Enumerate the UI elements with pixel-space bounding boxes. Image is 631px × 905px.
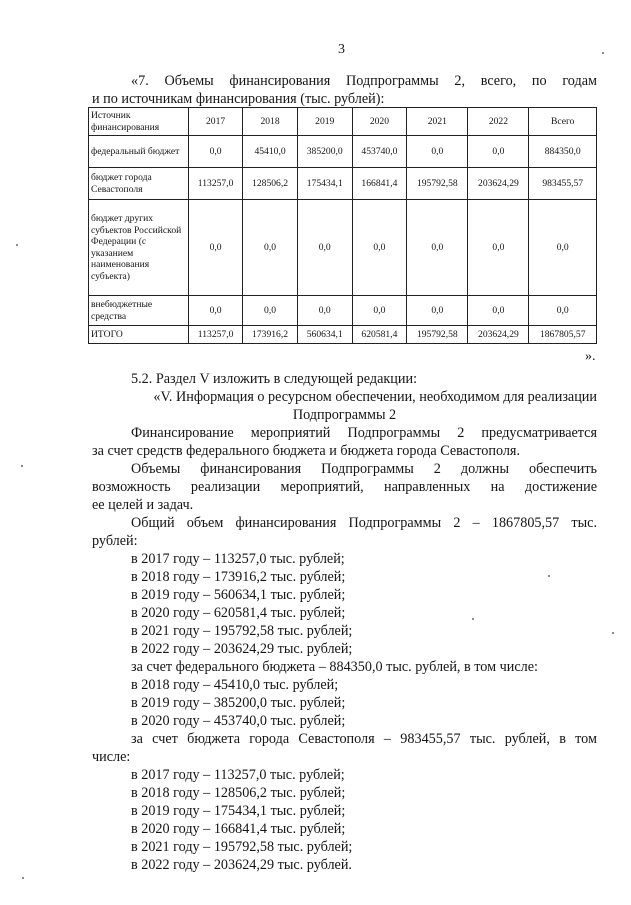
table-cell: 0,0 <box>297 200 352 296</box>
table-cell: 0,0 <box>243 296 298 326</box>
list-item: в 2017 году – 113257,0 тыс. рублей; <box>131 767 345 783</box>
financing-table-body <box>89 108 597 344</box>
intro-line-1: «7. Объемы финансирования Подпрограммы 2, всего, по годам <box>131 73 597 89</box>
table-header-cell: 2018 <box>243 108 298 136</box>
list-item: в 2019 году – 560634,1 тыс. рублей; <box>131 587 346 603</box>
list-item: в 2017 году – 113257,0 тыс. рублей; <box>131 551 345 567</box>
list-item: в 2018 году – 128506,2 тыс. рублей; <box>131 785 346 801</box>
table-row-label: ИТОГО <box>89 326 189 344</box>
table-cell: 195792,58 <box>407 326 468 344</box>
table-cell: 1867805,57 <box>529 326 597 344</box>
para-volumes-line-2: возможность реализации мероприятий, направленных на достижение <box>92 479 597 495</box>
table-cell: 0,0 <box>243 200 298 296</box>
para-total-line-1: Общий объем финансирования Подпрограммы 2 – 1867805,57 тыс. <box>131 515 597 531</box>
federal-by-year-list <box>131 676 345 730</box>
table-cell: 884350,0 <box>529 136 597 168</box>
table-row-label: бюджет других субъектов Российской Федерации (с указанием наименования субъекта) <box>89 200 189 296</box>
city-intro-line-1: за счет бюджета города Севастополя – 983455,57 тыс. рублей, в том <box>131 731 597 747</box>
table-cell: 128506,2 <box>243 168 298 200</box>
table-cell: 385200,0 <box>297 136 352 168</box>
table-header-cell: 2019 <box>297 108 352 136</box>
federal-intro: за счет федерального бюджета – 884350,0 тыс. рублей, в том числе: <box>131 659 538 675</box>
list-item: в 2020 году – 620581,4 тыс. рублей; <box>131 605 346 621</box>
table-cell: 620581,4 <box>352 326 407 344</box>
table-cell: 166841,4 <box>352 168 407 200</box>
list-item: в 2021 году – 195792,58 тыс. рублей; <box>131 839 353 855</box>
para-volumes-line-1: Объемы финансирования Подпрограммы 2 должны обеспечить <box>131 461 597 477</box>
table-row <box>89 296 597 326</box>
table-cell: 175434,1 <box>297 168 352 200</box>
table-cell: 203624,29 <box>468 168 529 200</box>
table-row <box>89 200 597 296</box>
table-cell: 0,0 <box>407 200 468 296</box>
para-financing-line-1: Финансирование мероприятий Подпрограммы 2 предусматривается <box>131 425 597 441</box>
intro-line-2: и по источникам финансирования (тыс. рублей): <box>92 91 385 107</box>
section-heading-line-2: Подпрограммы 2 <box>292 407 397 423</box>
para-financing-line-2: за счет средств федерального бюджета и бюджета города Севастополя. <box>92 443 521 459</box>
table-header-cell: 2022 <box>468 108 529 136</box>
table-cell: 983455,57 <box>529 168 597 200</box>
closing-quote: ». <box>585 349 596 364</box>
page-number: 3 <box>338 42 345 57</box>
table-header-row <box>89 108 597 136</box>
para-total-line-2: рублей: <box>92 533 138 549</box>
table-cell: 0,0 <box>468 136 529 168</box>
scan-speck <box>548 575 550 577</box>
table-row-label: внебюджетные средства <box>89 296 189 326</box>
table-row <box>89 326 597 344</box>
table-header-cell: Всего <box>529 108 597 136</box>
city-intro-line-2: числе: <box>92 749 131 765</box>
list-item: в 2018 году – 45410,0 тыс. рублей; <box>131 677 339 693</box>
scan-speck <box>602 52 604 54</box>
table-header-cell: 2021 <box>407 108 468 136</box>
table-header-cell: 2017 <box>189 108 243 136</box>
table-row <box>89 136 597 168</box>
table-header-cell: Источник финансирования <box>89 108 189 136</box>
table-cell: 0,0 <box>468 296 529 326</box>
list-item: в 2018 году – 173916,2 тыс. рублей; <box>131 569 346 585</box>
table-cell: 113257,0 <box>189 326 243 344</box>
table-cell: 113257,0 <box>189 168 243 200</box>
table-cell: 0,0 <box>189 296 243 326</box>
list-item: в 2022 году – 203624,29 тыс. рублей. <box>131 857 352 873</box>
table-cell: 453740,0 <box>352 136 407 168</box>
scan-speck <box>16 244 18 246</box>
city-by-year-list <box>131 766 352 874</box>
scan-speck <box>22 877 24 879</box>
table-cell: 173916,2 <box>243 326 298 344</box>
table-cell: 0,0 <box>407 296 468 326</box>
table-cell: 0,0 <box>189 200 243 296</box>
table-header-cell: 2020 <box>352 108 407 136</box>
table-cell: 0,0 <box>352 296 407 326</box>
table-cell: 0,0 <box>189 136 243 168</box>
section-heading-line-1: «V. Информация о ресурсном обеспечении, необходимом для реализации <box>153 389 597 405</box>
section-note: 5.2. Раздел V изложить в следующей редакции: <box>131 371 418 387</box>
table-cell: 203624,29 <box>468 326 529 344</box>
list-item: в 2020 году – 166841,4 тыс. рублей; <box>131 821 346 837</box>
table-cell: 560634,1 <box>297 326 352 344</box>
list-item: в 2022 году – 203624,29 тыс. рублей; <box>131 641 353 657</box>
scan-speck <box>472 618 474 620</box>
table-cell: 195792,58 <box>407 168 468 200</box>
table-cell: 45410,0 <box>243 136 298 168</box>
list-item: в 2021 году – 195792,58 тыс. рублей; <box>131 623 353 639</box>
table-cell: 0,0 <box>468 200 529 296</box>
table-row <box>89 168 597 200</box>
list-item: в 2019 году – 175434,1 тыс. рублей; <box>131 803 346 819</box>
table-row-label: бюджет города Севастополя <box>89 168 189 200</box>
table-cell: 0,0 <box>297 296 352 326</box>
table-row-label: федеральный бюджет <box>89 136 189 168</box>
scan-speck <box>612 632 614 634</box>
list-item: в 2020 году – 453740,0 тыс. рублей; <box>131 713 346 729</box>
list-item: в 2019 году – 385200,0 тыс. рублей; <box>131 695 346 711</box>
scan-speck <box>21 465 23 467</box>
table-cell: 0,0 <box>529 200 597 296</box>
financing-table <box>88 107 597 344</box>
para-volumes-line-3: ее целей и задач. <box>92 497 194 513</box>
total-by-year-list <box>131 550 352 658</box>
table-cell: 0,0 <box>407 136 468 168</box>
table-cell: 0,0 <box>529 296 597 326</box>
table-cell: 0,0 <box>352 200 407 296</box>
